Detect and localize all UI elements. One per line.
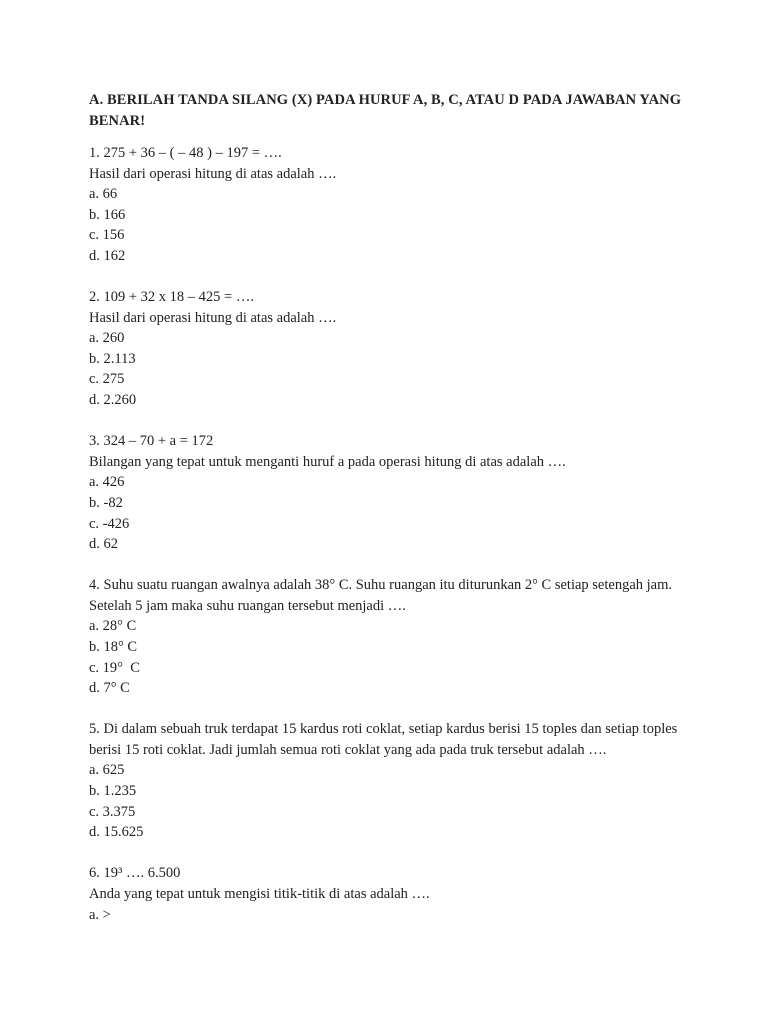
answer-option-c[interactable]: c. -426 bbox=[89, 515, 130, 532]
answer-option-a[interactable]: a. 28° C bbox=[89, 618, 137, 635]
question-prompt: Hasil dari operasi hitung di atas adalah …. bbox=[89, 309, 337, 326]
question-4 bbox=[89, 575, 689, 699]
document-page bbox=[89, 90, 689, 946]
answer-option-c[interactable]: c. 275 bbox=[89, 371, 125, 388]
answer-option-d[interactable]: d. 2.260 bbox=[89, 392, 137, 409]
answer-option-d[interactable]: d. 7° C bbox=[89, 680, 130, 697]
question-1 bbox=[89, 143, 689, 267]
question-6 bbox=[89, 863, 689, 925]
answer-option-b[interactable]: b. 166 bbox=[89, 206, 126, 223]
answer-option-d[interactable]: d. 162 bbox=[89, 247, 126, 264]
question-stem: 2. 109 + 32 x 18 – 425 = …. bbox=[89, 289, 254, 306]
answer-option-a[interactable]: a. 426 bbox=[89, 474, 125, 491]
answer-option-b[interactable]: b. 1.235 bbox=[89, 783, 137, 800]
question-stem: 3. 324 – 70 + a = 172 bbox=[89, 433, 214, 450]
question-prompt: Bilangan yang tepat untuk menganti huruf a pada operasi hitung di atas adalah …. bbox=[89, 453, 566, 470]
answer-option-a[interactable]: a. 66 bbox=[89, 186, 118, 203]
question-5 bbox=[89, 719, 689, 843]
answer-option-a[interactable]: a. 625 bbox=[89, 762, 125, 779]
answer-option-c[interactable]: c. 19° C bbox=[89, 659, 140, 676]
question-3 bbox=[89, 431, 689, 555]
question-stem: 1. 275 + 36 – ( – 48 ) – 197 = …. bbox=[89, 145, 282, 161]
question-stem: 6. 19³ …. 6.500 bbox=[89, 865, 181, 882]
answer-option-b[interactable]: b. 2.113 bbox=[89, 350, 136, 367]
instruction-heading: A. BERILAH TANDA SILANG (X) PADA HURUF A, B, C, ATAU D PADA JAWABAN YANG BENAR! bbox=[89, 92, 682, 129]
answer-option-d[interactable]: d. 62 bbox=[89, 536, 118, 553]
question-prompt: Hasil dari operasi hitung di atas adalah …. bbox=[89, 165, 337, 182]
answer-option-a[interactable]: a. > bbox=[89, 906, 111, 923]
answer-option-c[interactable]: c. 156 bbox=[89, 227, 125, 244]
question-stem: 5. Di dalam sebuah truk terdapat 15 kardus roti coklat, setiap kardus berisi 15 toples dan setiap toples berisi 15 roti coklat. Jadi jumlah semua roti coklat yang ada pada truk tersebut adalah …. bbox=[89, 721, 681, 758]
answer-option-d[interactable]: d. 15.625 bbox=[89, 824, 144, 841]
answer-option-c[interactable]: c. 3.375 bbox=[89, 803, 136, 820]
answer-option-b[interactable]: b. 18° C bbox=[89, 638, 138, 655]
question-stem: 4. Suhu suatu ruangan awalnya adalah 38° C. Suhu ruangan itu diturunkan 2° C setiap setengah jam. Setelah 5 jam maka suhu ruangan tersebut menjadi …. bbox=[89, 577, 676, 614]
answer-option-a[interactable]: a. 260 bbox=[89, 330, 125, 347]
question-prompt: Anda yang tepat untuk mengisi titik-titik di atas adalah …. bbox=[89, 885, 430, 902]
question-2 bbox=[89, 287, 689, 411]
answer-option-b[interactable]: b. -82 bbox=[89, 494, 123, 511]
